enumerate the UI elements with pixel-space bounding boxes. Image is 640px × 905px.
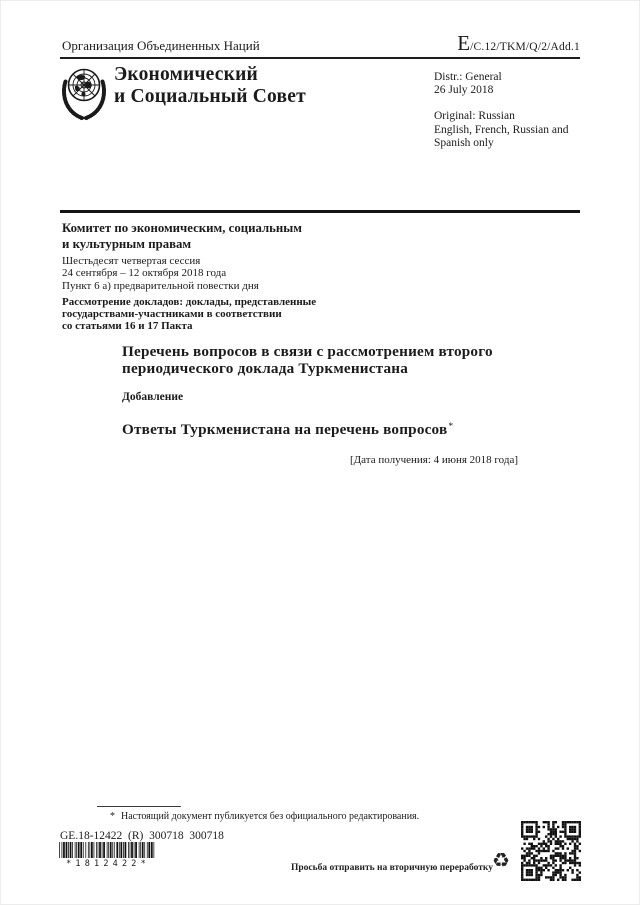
agenda-topic-line3: со статьями 16 и 17 Пакта (62, 319, 193, 332)
recycle-icon: ♻ (492, 848, 510, 872)
section-rule (60, 210, 580, 213)
answers-title-text: Ответы Туркменистана на перечень вопросов (122, 421, 448, 438)
distribution-date: 26 July 2018 (434, 84, 494, 97)
spacer (434, 97, 568, 110)
languages-line1: English, French, Russian and (434, 123, 569, 136)
agenda-topic (62, 297, 316, 332)
council-title-line2: и Социальный Совет (114, 85, 306, 107)
council-title (114, 64, 306, 107)
received-date: [Дата получения: 4 июня 2018 года] (350, 454, 518, 466)
committee-name-line2: и культурным правам (62, 237, 192, 251)
un-emblem-icon (59, 62, 109, 122)
session-dates: 24 сентября – 12 октября 2018 года (62, 267, 227, 280)
committee-name (62, 220, 316, 252)
footnote (110, 811, 419, 822)
footnote-text: Настоящий документ публикуется без официального редактирования. (121, 811, 420, 822)
agenda-topic-line1: Рассмотрение докладов: доклады, представленные (62, 296, 317, 309)
committee-block (62, 220, 316, 333)
answers-title (122, 421, 453, 439)
distribution-block (434, 71, 568, 150)
doc-symbol (457, 31, 580, 56)
council-title-line1: Экономический (114, 64, 258, 85)
qr-code (521, 821, 581, 881)
original-language: Original: Russian (434, 110, 515, 123)
ge-reference: GE.18-12422 (R) 300718 300718 (60, 830, 224, 842)
recycle-notice: Просьба отправить на вторичную переработку (291, 863, 493, 873)
org-name: Организация Объединенных Наций (62, 38, 260, 53)
footnote-separator (97, 806, 181, 807)
addendum-label: Добавление (122, 391, 184, 403)
agenda-item: Пункт 6 а) предварительной повестки дня (62, 279, 259, 292)
doc-symbol-rest: /C.12/TKM/Q/2/Add.1 (470, 41, 580, 53)
report-title (122, 344, 493, 378)
committee-name-line1: Комитет по экономическим, социальным (62, 221, 303, 235)
distribution-type: Distr.: General (434, 71, 502, 83)
languages-line2: Spanish only (434, 136, 494, 149)
session-title: Шестьдесят четвертая сессия (62, 255, 201, 267)
report-title-line2: периодического доклада Туркменистана (122, 359, 409, 377)
footnote-reference-marker: * (448, 422, 454, 432)
doc-symbol-initial: E (457, 31, 471, 55)
footnote-marker: * (110, 811, 115, 822)
barcode (59, 842, 155, 858)
header-rule (60, 57, 580, 59)
report-title-line1: Перечень вопросов в связи с рассмотрением второго (122, 343, 493, 360)
agenda-topic-line2: государствами-участниками в соответствии (62, 308, 282, 321)
barcode-label: *1812422* (66, 859, 150, 869)
session-info (62, 255, 316, 292)
